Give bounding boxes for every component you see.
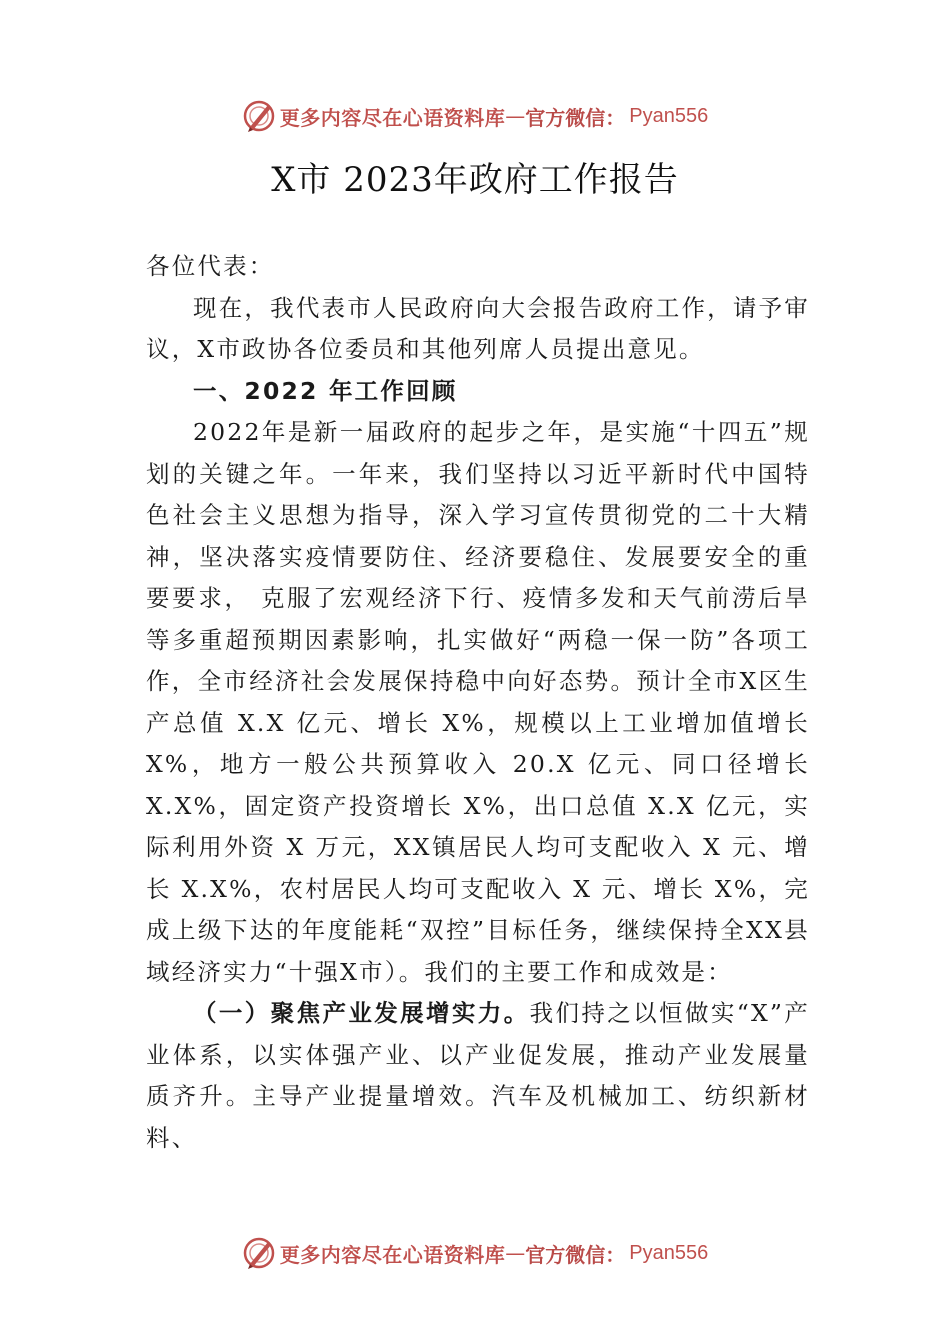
banner-wechat-label: 官方微信： [525, 105, 626, 130]
salutation: 各位代表： [146, 252, 275, 280]
pen-logo-icon [242, 99, 276, 133]
banner-text: 更多内容尽在心语资料库 [279, 1242, 506, 1267]
banner-wechat-id: Pyan556 [629, 1241, 709, 1264]
subsection-text: 我们持之以恒做实“X”产业体系，以实体强产业、以产业促发展，推动产业发展量质齐升。主导产业提量增效。汽车及机械加工、纺织新材料、 [146, 999, 810, 1152]
banner-separator: — [505, 1241, 526, 1265]
subsection-paragraph [146, 993, 810, 1159]
document-title: X市 2023年政府工作报告 [271, 160, 679, 200]
subsection-heading: （一）聚焦产业发展增实力。 [193, 999, 530, 1027]
pen-logo-icon [242, 1236, 276, 1270]
banner-wechat-id: Pyan556 [629, 104, 709, 127]
banner-separator: — [505, 104, 526, 128]
section-heading: 一、2022 年工作回顾 [193, 376, 458, 405]
banner-wechat-label: 官方微信： [525, 1242, 626, 1267]
footer-banner [0, 1233, 950, 1273]
intro-paragraph: 现在，我代表市人民政府向大会报告政府工作，请予审议，X市政协各位委员和其他列席人员提出意见。 [146, 293, 810, 363]
banner-text: 更多内容尽在心语资料库 [279, 105, 506, 130]
document-body [146, 246, 810, 1159]
header-banner [0, 96, 950, 136]
review-paragraph: 2022年是新一届政府的起步之年，是实施“十四五”规划的关键之年。一年来，我们坚持以习近平新时代中国特色社会主义思想为指导，深入学习宣传贯彻党的二十大精神，坚决落实疫情要防住、经济要稳住、发展要安全的重要要求， 克服了宏观经济下行、疫情多发和天气前涝后旱等多重超预期因素影响，扎实做好“两稳一保一防”各项工作，全市经济社会发展保持稳中向好态势。预计全市X区生产总值 X.X 亿元、增长 X%，规模以上工业增加值增长 X%，地方一般公共预算收入 20.X 亿元、同口径增长 X.X%，固定资产投资增长 X%，出口总值 X.X 亿元，实际利用外资 X 万元，XX镇居民人均可支配收入 X 元、增长 X.X%，农村居民人均可支配收入 X 元、增长 X%，完成上级下达的年度能耗“双控”目标任务，继续保持全XX县域经济实力“十强X市）。我们的主要工作和成效是： [146, 418, 810, 986]
